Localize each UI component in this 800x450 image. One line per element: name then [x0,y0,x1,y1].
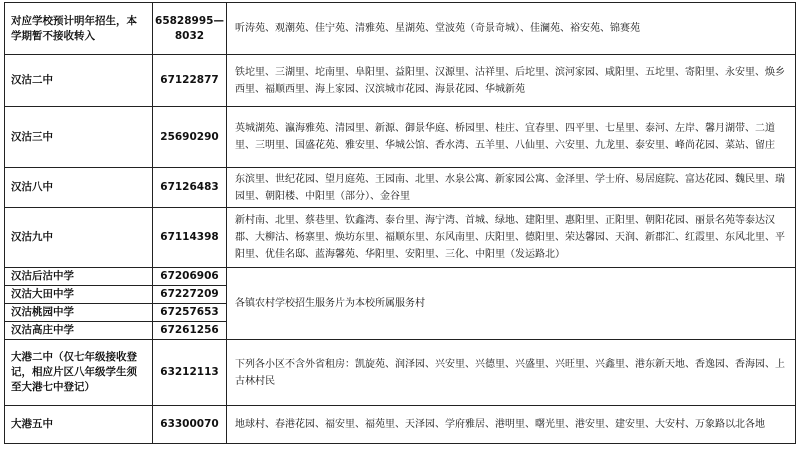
phone-number: 25690290 [153,107,227,168]
school-name: 汉沽大田中学 [5,286,153,304]
service-areas: 地球村、春港花园、福安里、福苑里、天泽园、学府雅居、港明里、曙光里、港安里、建安里、大安村、万象路以北各地 [227,406,796,444]
service-areas: 新村南、北里、蔡巷里、钦鑫湾、泰台里、海宁湾、首城、绿地、建阳里、惠阳里、正阳里、朝阳花园、丽景名苑等泰达汉郡、大柳沽、杨寨里、焕坊东里、福顺东里、东风南里、庆阳里、德阳里、荣达馨园、天润、新郡汇、红霞里、东风北里、平阳里、优佳名邸、蓝海馨苑、华阳里、安阳里、三化、中阳里（发运路北） [227,208,796,268]
school-name: 对应学校预计明年招生，本学期暂不接收转入 [5,3,153,55]
phone-number: 67126483 [153,168,227,208]
phone-number: 65828995—8032 [153,3,227,55]
school-name: 汉沽高庄中学 [5,322,153,340]
school-name: 汉沽九中 [5,208,153,268]
school-district-table [4,2,796,444]
service-areas: 东滨里、世纪花园、望月庭苑、王园南、北里、水泉公寓、新家园公寓、金泽里、学士府、易居庭院、富达花园、魏民里、瑞园里、朝阳楼、中阳里（部分）、金谷里 [227,168,796,208]
phone-number: 63212113 [153,340,227,406]
school-name: 大港五中 [5,406,153,444]
phone-number: 63300070 [153,406,227,444]
school-name: 汉沽后沽中学 [5,268,153,286]
phone-number: 67206906 [153,268,227,286]
table-row [5,208,796,268]
service-areas: 听涛苑、观潮苑、佳宁苑、清雅苑、星湖苑、堂波苑（奇景奇城）、佳澜苑、裕安苑、锦赛苑 [227,3,796,55]
school-name: 汉沽三中 [5,107,153,168]
phone-number: 67114398 [153,208,227,268]
school-name: 大港二中（仅七年级接收登记，相应片区八年级学生须至大港七中登记） [5,340,153,406]
table-row [5,340,796,406]
table-row [5,268,796,286]
table-row [5,406,796,444]
school-name: 汉沽二中 [5,55,153,107]
table-row [5,168,796,208]
phone-number: 67227209 [153,286,227,304]
service-areas: 英城湖苑、瀛海雅苑、清园里、新源、御景华庭、桥园里、桂庄、宜春里、四平里、七星里、泰河、左岸、馨月湖带、二道里、三明里、国盛花苑、雅安里、华城公馆、香水湾、五羊里、八仙里、六安里、九龙里、泰安里、峰尚花园、菜站、留庄 [227,107,796,168]
service-areas: 各镇农村学校招生服务片为本校所属服务村 [227,268,796,340]
phone-number: 67261256 [153,322,227,340]
phone-number: 67257653 [153,304,227,322]
school-name: 汉沽桃园中学 [5,304,153,322]
school-name: 汉沽八中 [5,168,153,208]
table-row [5,107,796,168]
service-areas: 铁坨里、三湖里、坨南里、阜阳里、益阳里、汉源里、沽祥里、后坨里、滨河家园、咸阳里、五坨里、寄阳里、永安里、焕乡西里、福顺西里、海上家园、汉滨城市花园、海景花园、华城新苑 [227,55,796,107]
table-row [5,3,796,55]
service-areas: 下列各小区不含外省租房：凯旋苑、润泽园、兴安里、兴德里、兴盛里、兴旺里、兴鑫里、港东新天地、香逸园、香海园、上古林村民 [227,340,796,406]
table-row [5,55,796,107]
phone-number: 67122877 [153,55,227,107]
